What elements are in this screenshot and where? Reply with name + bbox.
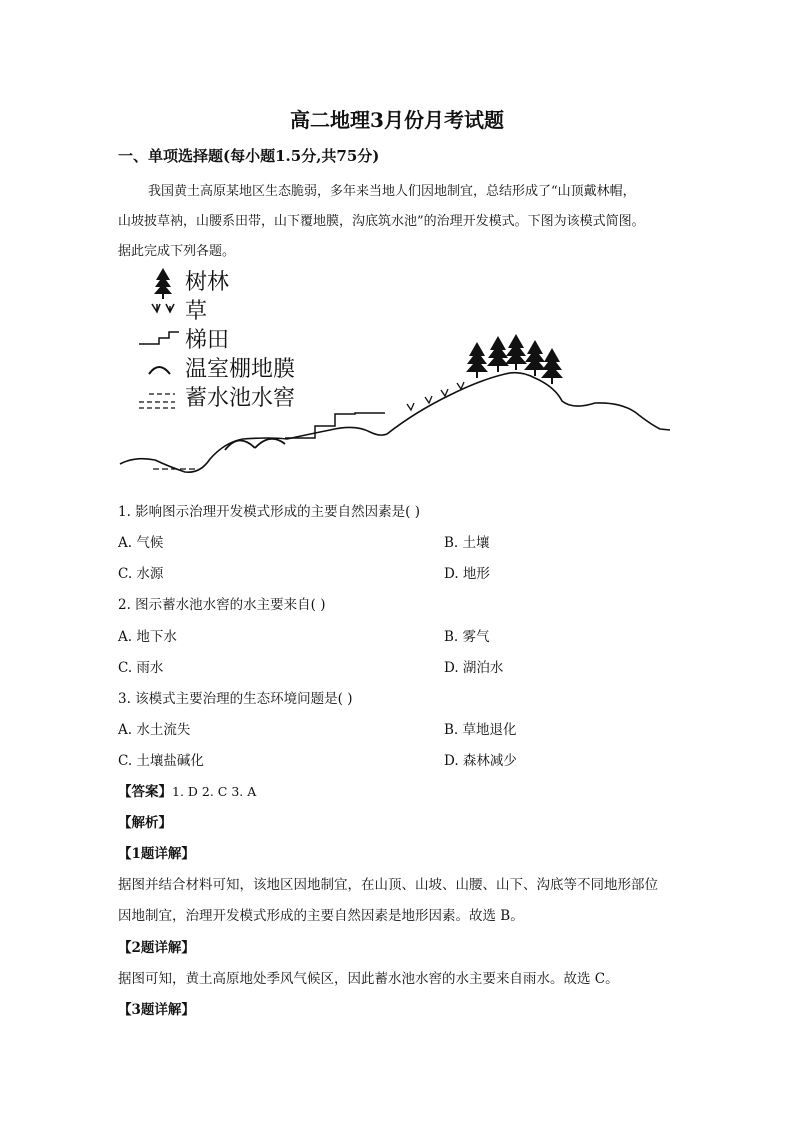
legend-label-terrace: 梯田 <box>185 328 230 353</box>
question-3-option-a: A. 水土流失 <box>118 722 191 738</box>
reservoir-icon <box>139 394 175 408</box>
greenhouse-icon <box>149 367 170 374</box>
question-1-option-b: B. 土壤 <box>444 535 490 551</box>
question-3-option-d: D. 森林减少 <box>444 753 517 769</box>
answer-label: 【答案】 <box>118 784 172 800</box>
detail-3-heading: 【3题详解】 <box>118 1002 195 1018</box>
question-1-option-c: C. 水源 <box>118 566 164 582</box>
question-3-option-b: B. 草地退化 <box>444 722 517 738</box>
legend-label-greenhouse: 温室棚地膜 <box>185 357 296 382</box>
question-1-stem: 1. 影响图示治理开发模式形成的主要自然因素是( ) <box>118 504 420 520</box>
slope-grass <box>407 382 464 410</box>
intro-line-3: 据此完成下列各题。 <box>118 244 236 259</box>
legend-label-grass: 草 <box>185 299 208 324</box>
page-title: 高二地理3月份月考试题 <box>290 108 504 132</box>
question-1-option-d: D. 地形 <box>444 566 490 582</box>
greenhouse-shape <box>255 439 285 448</box>
question-2-option-c: C. 雨水 <box>118 660 164 676</box>
analysis-label: 【解析】 <box>118 815 172 831</box>
detail-1-line-2: 因地制宜，治理开发模式形成的主要自然因素是地形因素。故选 B。 <box>118 908 524 924</box>
question-3-option-c: C. 土壤盐碱化 <box>118 753 204 769</box>
detail-1-line-1: 据图并结合材料可知，该地区因地制宜，在山顶、山坡、山腰、山下、沟底等不同地形部位 <box>118 877 658 893</box>
tree-icon <box>154 268 172 299</box>
intro-line-2: 山坡披草衲，山腰系田带，山下覆地膜，沟底筑水池”的治理开发模式。下图为该模式简图。 <box>118 214 645 229</box>
answer-text: 1. D 2. C 3. A <box>172 784 257 799</box>
detail-2-line-1: 据图可知，黄土高原地处季风气候区，因此蓄水池水窖的水主要来自雨水。故选 C。 <box>118 971 619 987</box>
terrace-icon <box>139 332 179 344</box>
detail-1-heading: 【1题详解】 <box>118 846 195 862</box>
question-2-option-b: B. 雾气 <box>444 629 490 645</box>
question-1-option-a: A. 气候 <box>118 535 164 551</box>
question-2-stem: 2. 图示蓄水池水窖的水主要来自( ) <box>118 597 326 613</box>
question-3-stem: 3. 该模式主要治理的生态环境问题是( ) <box>118 691 353 707</box>
terrace-steps <box>285 413 385 438</box>
terrain-diagram <box>115 262 675 482</box>
section-heading: 一、单项选择题(每小题1.5分,共75分) <box>118 147 380 165</box>
detail-2-heading: 【2题详解】 <box>118 940 195 956</box>
summit-forest <box>466 334 563 384</box>
intro-line-1: 我国黄土高原某地区生态脆弱，多年来当地人们因地制宜，总结形成了“山顶戴林帽， <box>148 184 636 199</box>
question-2-option-a: A. 地下水 <box>118 629 177 645</box>
greenhouse-shape <box>225 440 255 450</box>
question-2-option-d: D. 湖泊水 <box>444 660 504 676</box>
grass-icon <box>152 304 174 312</box>
answer-line <box>118 780 256 800</box>
legend-label-reservoir: 蓄水池水窖 <box>185 386 296 411</box>
legend-label-forest: 树林 <box>185 270 230 295</box>
